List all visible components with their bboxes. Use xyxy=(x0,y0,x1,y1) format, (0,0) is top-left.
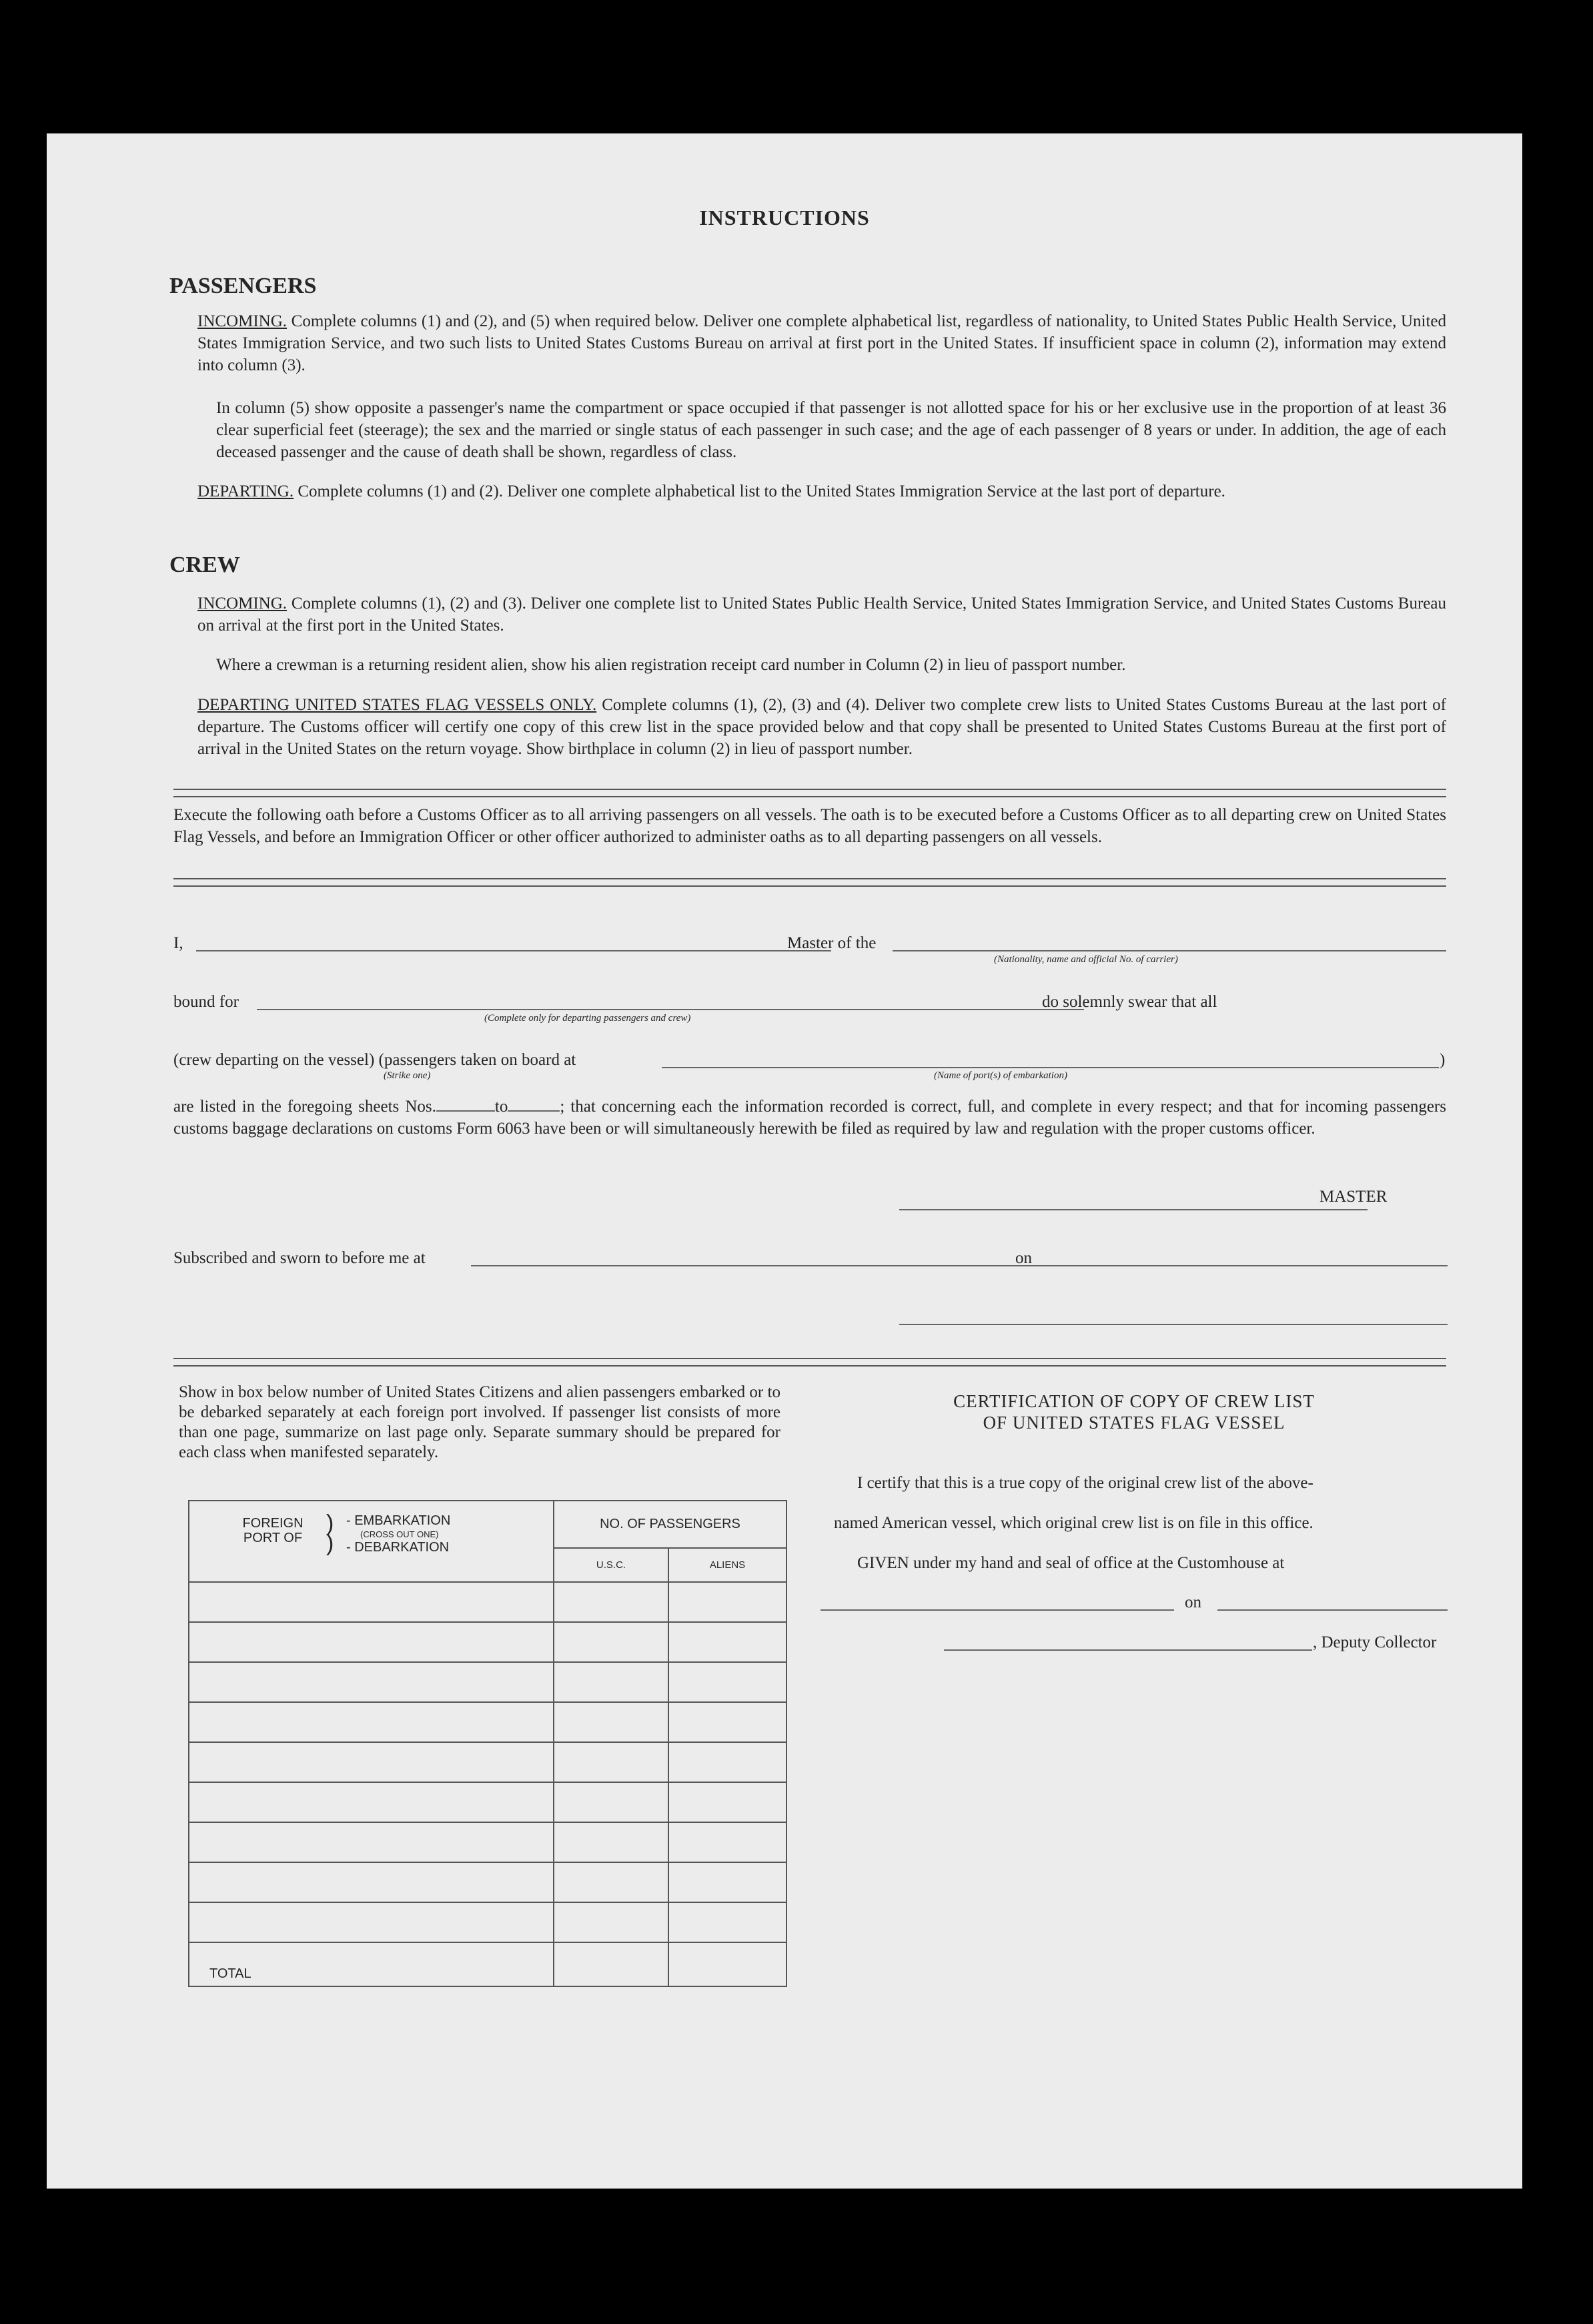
table-row xyxy=(189,1742,786,1782)
port-cell[interactable] xyxy=(189,1702,554,1742)
aliens-cell[interactable] xyxy=(668,1662,786,1702)
swear-label: do solemnly swear that all xyxy=(1042,993,1217,1011)
total-row xyxy=(189,1942,786,1986)
double-divider xyxy=(173,789,1446,797)
oath-intro-paragraph: Execute the following oath before a Customs Officer as to all arriving passengers on all vessels. The oath is to be executed before a Customs Officer as to all departing crew on United States Flag Vessels, and before an Immigration Officer or other officer authorized to administer oaths as to all departing passengers on all vessels. xyxy=(173,806,1446,846)
usc-cell[interactable] xyxy=(554,1622,668,1662)
oath-i-label: I, xyxy=(173,934,183,952)
crew-heading: CREW xyxy=(169,552,240,577)
certification-date-field[interactable] xyxy=(1217,1609,1448,1611)
certification-line3: GIVEN under my hand and seal of office at the Customhouse at xyxy=(857,1554,1285,1572)
embarkation-port-field[interactable] xyxy=(662,1067,1439,1068)
crew-incoming-text: Complete columns (1), (2) and (3). Deliver one complete list to United States Public Health Service, United States Immigration Service, and United States Customs Bureau on arrival at the first port in the United States. xyxy=(197,595,1446,635)
sheets-label-b: ; that concerning each the information recorded is correct, full, and complete in every respect; and that for incoming passengers customs baggage declarations on customs Form 6063 have been or will simultaneously herewith be filed as required by law and regulation with the proper customs officer. xyxy=(173,1098,1446,1138)
summary-instructions: Show in box below number of United States Citizens and alien passengers embarked or to be debarked separately at each foreign port involved. If passenger list consists of more than one page, summarize on last page only. Separate summary should be prepared for each class when manifested separately. xyxy=(179,1383,780,1461)
master-name-field[interactable] xyxy=(196,950,831,951)
crew-incoming-lead: INCOMING. xyxy=(197,595,288,613)
carrier-field[interactable] xyxy=(893,950,1446,951)
no-of-passengers-header: NO. OF PASSENGERS xyxy=(554,1501,786,1548)
certification-on-label: on xyxy=(1185,1593,1201,1611)
aliens-cell[interactable] xyxy=(668,1702,786,1742)
crew-departing-label: (crew departing on the vessel) (passengers taken on board at xyxy=(173,1051,576,1069)
subscribed-label: Subscribed and sworn to before me at xyxy=(173,1249,426,1267)
usc-cell[interactable] xyxy=(554,1782,668,1822)
table-row xyxy=(189,1662,786,1702)
port-cell[interactable] xyxy=(189,1902,554,1942)
aliens-cell[interactable] xyxy=(668,1822,786,1862)
bound-for-caption: (Complete only for departing passengers and crew) xyxy=(484,1013,691,1024)
table-row xyxy=(189,1582,786,1622)
usc-cell[interactable] xyxy=(554,1742,668,1782)
aliens-cell[interactable] xyxy=(668,1742,786,1782)
table-row xyxy=(189,1702,786,1742)
usc-cell[interactable] xyxy=(554,1862,668,1902)
master-label: MASTER xyxy=(1319,1188,1388,1206)
port-cell[interactable] xyxy=(189,1742,554,1782)
master-of-the-label: Master of the xyxy=(787,934,877,952)
table-row xyxy=(189,1822,786,1862)
port-cell[interactable] xyxy=(189,1582,554,1622)
double-divider xyxy=(173,1358,1446,1367)
certification-line1: I certify that this is a true copy of the original crew list of the above- xyxy=(857,1474,1313,1492)
certification-title-line1: CERTIFICATION OF COPY OF CREW LIST xyxy=(953,1391,1315,1411)
sheets-label-a: are listed in the foregoing sheets Nos. xyxy=(173,1098,436,1116)
cross-out-label: (CROSS OUT ONE) xyxy=(360,1529,439,1539)
aliens-cell[interactable] xyxy=(668,1902,786,1942)
page-title: INSTRUCTIONS xyxy=(699,206,870,230)
certification-title-line2: OF UNITED STATES FLAG VESSEL xyxy=(983,1413,1285,1433)
customhouse-place-field[interactable] xyxy=(821,1609,1174,1611)
passenger-summary-table xyxy=(188,1500,787,1987)
table-row xyxy=(189,1782,786,1822)
table-row xyxy=(189,1622,786,1662)
usc-cell[interactable] xyxy=(554,1662,668,1702)
deputy-collector-label: , Deputy Collector xyxy=(1313,1633,1437,1651)
certification-line2: named American vessel, which original crew list is on file in this office. xyxy=(834,1514,1313,1532)
port-cell[interactable] xyxy=(189,1822,554,1862)
usc-header: U.S.C. xyxy=(554,1548,668,1582)
aliens-cell[interactable] xyxy=(668,1782,786,1822)
passengers-column5-paragraph: In column (5) show opposite a passenger's name the compartment or space occupied if that passenger is not allotted space for his or her exclusive use in the proportion of at least 36 clear superficial feet (steerage); the sex and the married or single status of each passenger in such case; and the age of each passenger of 8 years or under. In addition, the age of each deceased passenger and the cause of death shall be shown, regardless of class. xyxy=(216,399,1446,461)
usc-cell[interactable] xyxy=(554,1822,668,1862)
sworn-on-label: on xyxy=(1015,1249,1032,1267)
port-cell[interactable] xyxy=(189,1862,554,1902)
certification-title xyxy=(821,1391,1448,1433)
sworn-place-field[interactable] xyxy=(471,1265,1051,1266)
table-row xyxy=(189,1862,786,1902)
passengers-incoming-text: Complete columns (1) and (2), and (5) when required below. Deliver one complete alphabetical list, regardless of nationality, to United States Public Health Service, United States Immigration Service, and two such lists to United States Customs Bureau on arrival at first port in the United States. If insufficient space in column (2), information may extend into column (3). xyxy=(197,312,1446,374)
total-label: TOTAL xyxy=(189,1942,554,1986)
deputy-collector-signature-field[interactable] xyxy=(944,1649,1312,1651)
passengers-incoming-lead: INCOMING. xyxy=(197,312,288,330)
crew-departing-lead: DEPARTING UNITED STATES FLAG VESSELS ONLY. xyxy=(197,696,597,714)
bound-for-label: bound for xyxy=(173,993,239,1011)
strike-one-caption: (Strike one) xyxy=(384,1070,431,1081)
usc-cell[interactable] xyxy=(554,1702,668,1742)
form-page xyxy=(47,133,1522,2189)
sworn-date-field[interactable] xyxy=(1044,1265,1448,1266)
crew-incoming-paragraph xyxy=(197,593,1446,637)
sheet-to-field[interactable] xyxy=(508,1110,560,1112)
officer-signature-field[interactable] xyxy=(899,1324,1448,1325)
passengers-departing-lead: DEPARTING. xyxy=(197,482,294,500)
passengers-departing-paragraph xyxy=(197,480,1446,502)
sheet-from-field[interactable] xyxy=(436,1110,495,1112)
foreign-port-header: FOREIGN PORT OF ) ) - EMBARKATION (CROSS OUT ONE) - DEBARKATION xyxy=(189,1501,554,1582)
usc-cell[interactable] xyxy=(554,1582,668,1622)
nationality-caption: (Nationality, name and official No. of carrier) xyxy=(994,954,1178,965)
aliens-cell[interactable] xyxy=(668,1862,786,1902)
aliens-cell[interactable] xyxy=(668,1582,786,1622)
crew-alien-paragraph: Where a crewman is a returning resident alien, show his alien registration receipt card number in Column (2) in lieu of passport number. xyxy=(216,656,1126,674)
port-cell[interactable] xyxy=(189,1662,554,1702)
usc-cell[interactable] xyxy=(554,1902,668,1942)
passengers-departing-text: Complete columns (1) and (2). Deliver one complete alphabetical list to the United States Immigration Service at the last port of departure. xyxy=(294,482,1225,500)
sheets-paragraph xyxy=(173,1096,1446,1140)
crew-departing-paragraph xyxy=(197,694,1446,760)
passengers-incoming-paragraph xyxy=(197,310,1446,376)
port-caption: (Name of port(s) of embarkation) xyxy=(934,1070,1067,1081)
total-usc-cell[interactable] xyxy=(554,1942,668,1986)
master-signature-field[interactable] xyxy=(899,1209,1368,1210)
passengers-heading: PASSENGERS xyxy=(169,274,317,298)
close-paren: ) xyxy=(1440,1051,1446,1069)
embarkation-label: - EMBARKATION xyxy=(346,1513,451,1528)
port-cell[interactable] xyxy=(189,1622,554,1662)
crew-departing-text: Complete columns (1), (2), (3) and (4). Deliver two complete crew lists to United States Customs Bureau at the last port of departure. The Customs officer will certify one copy of this crew list in the space provided below and that copy shall be presented to United States Customs Bureau at the first port of arrival in the United States on the return voyage. Show birthplace in column (2) in lieu of passport number. xyxy=(197,696,1446,758)
table-row xyxy=(189,1902,786,1942)
double-divider xyxy=(173,878,1446,887)
foreign-port-of-label: FOREIGN PORT OF xyxy=(242,1516,304,1545)
sheets-to-label: to xyxy=(494,1098,508,1116)
port-cell[interactable] xyxy=(189,1782,554,1822)
aliens-header: ALIENS xyxy=(668,1548,786,1582)
debarkation-label: - DEBARKATION xyxy=(346,1540,450,1555)
total-aliens-cell[interactable] xyxy=(668,1942,786,1986)
aliens-cell[interactable] xyxy=(668,1622,786,1662)
bound-for-field[interactable] xyxy=(257,1009,1084,1010)
